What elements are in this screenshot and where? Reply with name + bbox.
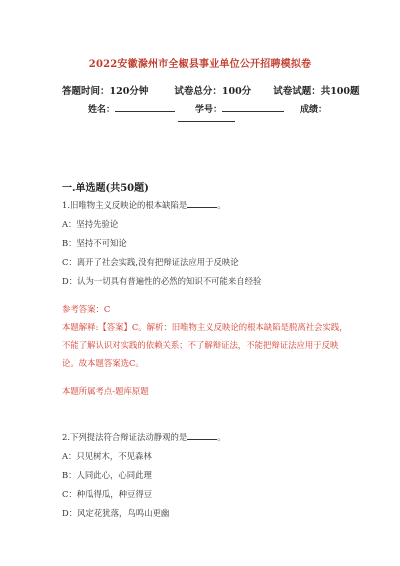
question-2-option-c: C：种瓜得瓜，种豆得豆 [62,489,153,499]
question-1-option-c: C：离开了社会实践,没有把辩证法应用于反映论 [62,257,239,267]
question-1-option-a: A：坚持先验论 [62,219,119,229]
answer-blank [187,199,217,208]
question-2-stem: 2.下列提法符合辩证法动静观的是 。 [62,432,226,442]
id-label: 学号： [195,105,223,115]
score-blank [178,113,235,122]
question-1-answer: 参考答案：C [62,304,111,314]
question-2-option-a: A：只见树木，不见森林 [62,451,152,461]
name-blank [115,102,175,112]
score-label: 成绩： [300,105,328,115]
question-1-explanation-line-2: 不能了解认识对实践的依赖关系；不了解辩证法，不能把辩证法应用于反映 [62,340,339,350]
id-blank [222,102,284,112]
name-label: 姓名： [88,105,116,115]
answer-blank [187,431,217,440]
question-1-stem: 1.旧唯物主义反映论的根本缺陷是 。 [62,200,226,210]
question-1-option-d: D：认为一切具有普遍性的必然的知识不可能来自经验 [62,276,262,286]
section-heading: 一.单选题(共50题) [62,183,149,194]
question-1-option-b: B：坚持不可知论 [62,238,127,248]
question-1-topic: 本题所属考点-题库原题 [62,386,149,396]
question-1-explanation-line-1: 本题解释:【答案】C。解析：旧唯物主义反映论的根本缺陷是脱离社会实践， [62,322,348,332]
question-2-option-d: D：风定花犹落，鸟鸣山更幽 [62,508,170,518]
exam-total-score: 试卷总分：100分 [174,86,252,97]
exam-time: 答题时间：120分钟 [62,86,149,97]
question-2-option-b: B：人同此心，心同此理 [62,470,152,480]
question-1-explanation-line-3: 论。故本题答案选C。 [62,358,144,368]
page-title: 2022安徽滁州市全椒县事业单位公开招聘模拟卷 [88,59,312,70]
exam-question-count: 试卷试题：共100题 [273,86,360,97]
exam-meta [62,83,360,97]
